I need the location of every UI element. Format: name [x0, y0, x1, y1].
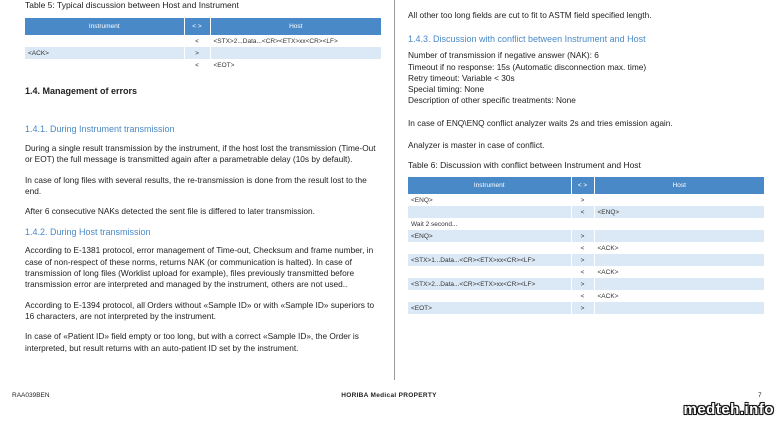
- cell-direction: >: [571, 278, 594, 290]
- cell-instrument: [408, 206, 571, 218]
- column-divider: [394, 0, 395, 380]
- paragraph: According to E-1381 protocol, error management of Time-out, Checksum and frame number, in case of non-respect of these norms, returns NAK (or communication is halted). In case of transmission of long files (Worklist upload for example), files previously transmitted before transmission error are interpreted and managed by the instrument, others are not used..: [25, 245, 374, 290]
- cell-instrument: <STX>1...Data...<CR><ETX>xx<CR><LF>: [408, 254, 571, 266]
- cell-host: <ACK>: [594, 290, 764, 302]
- footer-property: HORIBA Medical PROPERTY: [341, 392, 437, 399]
- cell-host: <ENQ>: [594, 206, 764, 218]
- list-item: Number of transmission if negative answer (NAK): 6: [408, 50, 599, 61]
- paragraph: Analyzer is master in case of conflict.: [408, 140, 545, 151]
- table-row: [408, 194, 764, 206]
- cell-instrument: <ENQ>: [408, 230, 571, 242]
- cell-host: <ACK>: [594, 266, 764, 278]
- paragraph: In case of «Patient ID» field empty or too long, but with a correct «Sample ID», the Order is interpreted, but result returns with an auto-patient ID set by the instrument.: [25, 331, 359, 353]
- left-column: [25, 0, 381, 354]
- cell-instrument: [25, 35, 184, 47]
- table-row: [408, 254, 764, 266]
- list-item: Timeout if no response: 15s (Automatic disconnection max. time): [408, 61, 647, 72]
- table6: [408, 177, 764, 314]
- table-row: [408, 278, 764, 290]
- table6-caption: Table 6: Discussion with conflict between Instrument and Host: [408, 160, 641, 171]
- table5-header-host: Host: [210, 18, 381, 35]
- cell-instrument: <STX>2...Data...<CR><ETX>xx<CR><LF>: [408, 278, 571, 290]
- table-row: [408, 266, 764, 278]
- cell-instrument: [408, 242, 571, 254]
- cell-instrument: [25, 59, 184, 71]
- paragraph: In case of ENQ\ENQ conflict analyzer waits 2s and tries emission again.: [408, 117, 673, 128]
- table5-header-direction: < >: [184, 18, 210, 35]
- table-row: [408, 242, 764, 254]
- cell-host: [210, 47, 381, 59]
- table-row: [25, 47, 381, 59]
- cell-instrument: <ENQ>: [408, 194, 571, 206]
- cell-instrument: [408, 266, 571, 278]
- cell-instrument: <EOT>: [408, 302, 571, 314]
- cell-host: [594, 278, 764, 290]
- subsection-title-conflict: 1.4.3. Discussion with conflict between Instrument and Host: [408, 34, 646, 45]
- table-row: [408, 302, 764, 314]
- cell-direction: <: [184, 35, 210, 47]
- cell-host: [594, 194, 764, 206]
- cell-direction: >: [571, 194, 594, 206]
- cell-direction: >: [571, 254, 594, 266]
- cell-direction: >: [184, 47, 210, 59]
- watermark: medteh.info: [683, 401, 774, 418]
- paragraph: According to E-1394 protocol, all Orders without «Sample ID» or with «Sample ID» superiors to 16 characters, are not interpreted by the instrument.: [25, 299, 375, 321]
- cell-direction: >: [571, 302, 594, 314]
- paragraph: All other too long fields are cut to fit to ASTM field specified length.: [408, 10, 652, 20]
- cell-direction: <: [571, 290, 594, 302]
- table-row: [408, 290, 764, 302]
- list-item: Description of other specific treatments: None: [408, 95, 576, 106]
- list-item: Retry timeout: Variable < 30s: [408, 72, 515, 83]
- settings-list: [408, 50, 764, 106]
- table-row: [25, 35, 381, 47]
- paragraph: During a single result transmission by the instrument, if the host lost the transmission (Time-Out or EOT) the full message is transmitted again after a parametrable delay (10s by default).: [25, 143, 376, 165]
- table-row-span: [408, 218, 764, 230]
- table5: [25, 18, 381, 71]
- cell-span: Wait 2 second...: [408, 218, 764, 230]
- footer-page-number: 7: [758, 392, 762, 399]
- cell-instrument: <ACK>: [25, 47, 184, 59]
- cell-host: [594, 230, 764, 242]
- cell-direction: <: [571, 242, 594, 254]
- table-row: [408, 230, 764, 242]
- cell-host: <EOT>: [210, 59, 381, 71]
- right-column: [408, 0, 764, 314]
- cell-direction: <: [571, 206, 594, 218]
- cell-host: [594, 302, 764, 314]
- table-row: [408, 206, 764, 218]
- cell-direction: <: [184, 59, 210, 71]
- cell-host: <ACK>: [594, 242, 764, 254]
- list-item: Special timing: None: [408, 84, 485, 95]
- footer-doc-ref: RAA039BEN: [12, 392, 50, 399]
- table6-header-host: Host: [594, 177, 764, 194]
- subsection-title-instrument-transmission: 1.4.1. During Instrument transmission: [25, 124, 175, 134]
- paragraph: After 6 consecutive NAKs detected the sent file is differed to later transmission.: [25, 206, 315, 217]
- cell-direction: >: [571, 230, 594, 242]
- section-title: 1.4. Management of errors: [25, 86, 138, 96]
- table-row: [25, 59, 381, 71]
- table5-caption: Table 5: Typical discussion between Host and Instrument: [25, 0, 239, 10]
- cell-instrument: [408, 290, 571, 302]
- table5-header-instrument: Instrument: [25, 18, 184, 35]
- cell-direction: <: [571, 266, 594, 278]
- subsection-title-host-transmission: 1.4.2. During Host transmission: [25, 227, 151, 238]
- table6-header-direction: < >: [571, 177, 594, 194]
- table6-header-instrument: Instrument: [408, 177, 571, 194]
- cell-host: [594, 254, 764, 266]
- paragraph: In case of long files with several results, the re-transmission is done from the result lost to the end.: [25, 174, 367, 196]
- cell-host: <STX>2...Data...<CR><ETX>xx<CR><LF>: [210, 35, 381, 47]
